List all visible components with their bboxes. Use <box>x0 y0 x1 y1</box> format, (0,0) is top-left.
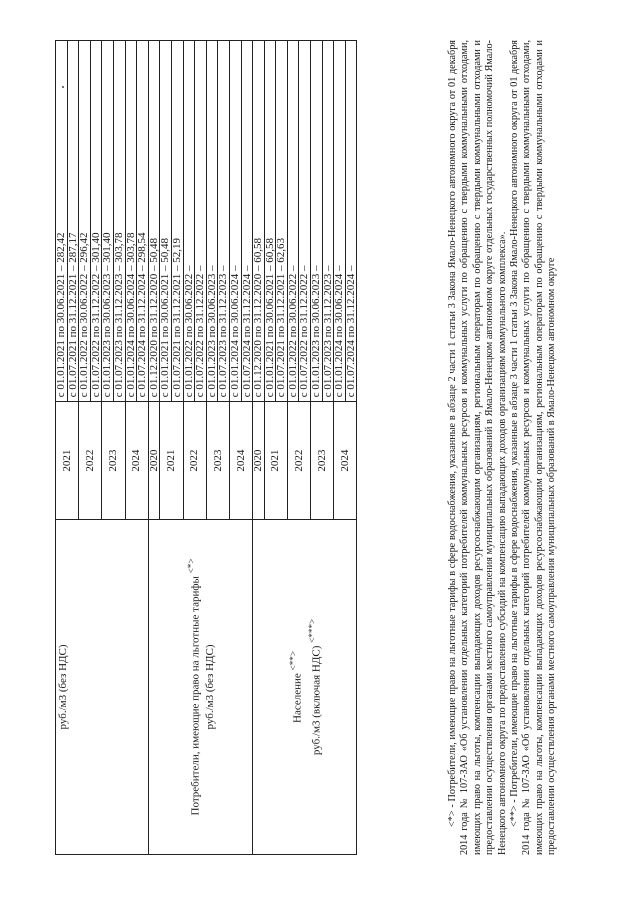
table-row <box>148 41 160 855</box>
period-tariff-cell: с 01.01.2021 по 30.06.2021 – 50,48 <box>160 41 172 402</box>
year-cell: 2023 <box>206 402 229 520</box>
period-tariff-cell: с 01.01.2022 по 30.06.2022 – 296,42 <box>79 41 91 402</box>
year-cell: 2020 <box>148 402 160 520</box>
period-tariff-cell: с 01.01.2022 по 30.06.2022 – <box>287 41 299 402</box>
footnote-marker: <*> <box>186 558 197 574</box>
period-tariff-cell: с 01.12.2020 по 31.12.2020 – 60,58 <box>253 41 265 402</box>
year-cell: 2022 <box>79 402 102 520</box>
year-cell: 2024 <box>229 402 252 520</box>
category-label: Потребители, имеющие право на льготные тарифы <box>189 573 202 816</box>
period-tariff-cell: с 01.01.2024 по 30.06.2024 – <box>229 41 241 402</box>
category-label: руб./м3 (включая НДС) <box>310 642 323 756</box>
period-tariff-cell: с 01.07.2021 по 31.12.2021 – 52,19 <box>171 41 183 402</box>
table-row <box>56 41 68 855</box>
category-label: Население <box>291 670 304 723</box>
category-label: руб./м3 (без НДС) <box>57 644 69 730</box>
footnote-1: <*> - Потребители, имеющие право на льготные тарифы в сфере водоснабжения, указанные в абзаце 2 части 1 статьи 3 Закона Ямало-Ненецкого автономного округа от 01 декабря 2014 года № 107-ЗАО «Об установлении отдельных категорий потребителей коммунальных ресурсов и коммунальных услуги по обращению с твердыми коммунальными отходами, имеющих право на льготы, компенсации выпадающих доходов ресурсоснабжающим организациям, региональным операторам по обращению с твердыми коммунальными отходами и предоставлении осуществления органами местного самоуправления муниципальных образований в Ямало-Ненецком автономном округе отдельных государственных полномочий Ямало-Ненецкого автономного округа по предоставлению субсидий на компенсацию выпадающих доходов организациям коммунального комплекса». <box>447 40 508 855</box>
period-tariff-cell: с 01.07.2022 по 31.12.2022 – 301,40 <box>90 41 102 402</box>
period-tariff-cell: с 01.07.2021 по 31.12.2021 – 62,63 <box>276 41 288 402</box>
tariff-table <box>55 40 357 855</box>
period-tariff-cell: с 01.01.2023 по 30.06.2023 – 301,40 <box>102 41 114 402</box>
year-cell: 2024 <box>334 402 357 520</box>
year-cell: 2021 <box>264 402 287 520</box>
footnotes <box>447 40 559 855</box>
year-cell: 2024 <box>125 402 148 520</box>
period-tariff-cell: с 01.07.2022 по 31.12.2022 – <box>299 41 311 402</box>
period-tariff-cell: с 01.01.2024 по 30.06.2024 – <box>334 41 346 402</box>
period-tariff-cell: с 01.07.2024 по 31.12.2024 – <box>345 41 357 402</box>
category-cell <box>56 519 149 854</box>
period-tariff-cell: с 01.07.2022 по 31.12.2022 – <box>195 41 207 402</box>
year-cell: 2021 <box>56 402 79 520</box>
period-tariff-cell: с 01.07.2023 по 31.12.2023 – <box>218 41 230 402</box>
category-cell <box>253 519 357 854</box>
period-tariff-cell: с 01.12.2020 по 31.12.2020 – 50,48 <box>148 41 160 402</box>
year-cell: 2022 <box>287 402 310 520</box>
category-cell <box>148 519 252 854</box>
footnote-marker: <***> <box>306 618 317 643</box>
period-tariff-cell: с 01.01.2023 по 30.06.2023 – <box>311 41 323 402</box>
year-cell: 2020 <box>253 402 265 520</box>
category-label: руб./м3 (без НДС) <box>203 644 216 730</box>
year-cell: 2023 <box>311 402 334 520</box>
year-cell: 2022 <box>183 402 206 520</box>
period-tariff-cell: с 01.07.2023 по 31.12.2023 – 303,78 <box>113 41 125 402</box>
period-tariff-cell: с 01.01.2022 по 30.06.2022 – <box>183 41 195 402</box>
period-tariff-cell: с 01.07.2024 по 31.12.2024 – <box>241 41 253 402</box>
footnote-marker: <**> <box>288 650 299 671</box>
period-tariff-cell: с 01.01.2023 по 30.06.2023 – <box>206 41 218 402</box>
period-tariff-cell: с 01.07.2023 по 31.12.2023 – <box>322 41 334 402</box>
period-tariff-cell: с 01.01.2021 по 30.06.2021 – 60,58 <box>264 41 276 402</box>
period-tariff-cell: с 01.01.2024 по 30.06.2024 – 303,78 <box>125 41 137 402</box>
year-cell: 2021 <box>160 402 183 520</box>
period-tariff-cell: с 01.07.2021 по 31.12.2021 – 287,17 <box>67 41 79 402</box>
year-cell: 2023 <box>102 402 125 520</box>
period-tariff-cell: с 01.01.2021 по 30.06.2021 – 282,42 <box>56 41 68 402</box>
period-tariff-cell: с 01.07.2024 по 31.12.2024 – 298,54 <box>137 41 149 402</box>
rotated-page-content <box>55 40 575 855</box>
footnote-2: <**> - Потребители, имеющие право на льготные тарифы в сфере водоснабжения, указанные в абзаце 3 части 1 статьи 3 Закона Ямало-Ненецкого автономного округа от 01 декабря 2014 года № 107-ЗАО «Об установлении отдельных категорий потребителей коммунальных ресурсов и коммунальных услуги по обращению с твердыми коммунальными отходами, имеющих право на льготы, компенсации выпадающих доходов ресурсоснабжающим организациям, региональным операторам по обращению с твердыми коммунальными отходами и предоставлении осуществления органами местного самоуправления муниципальных образований в Ямало-Ненецком автономном округе <box>509 40 558 855</box>
table-row <box>253 41 265 855</box>
